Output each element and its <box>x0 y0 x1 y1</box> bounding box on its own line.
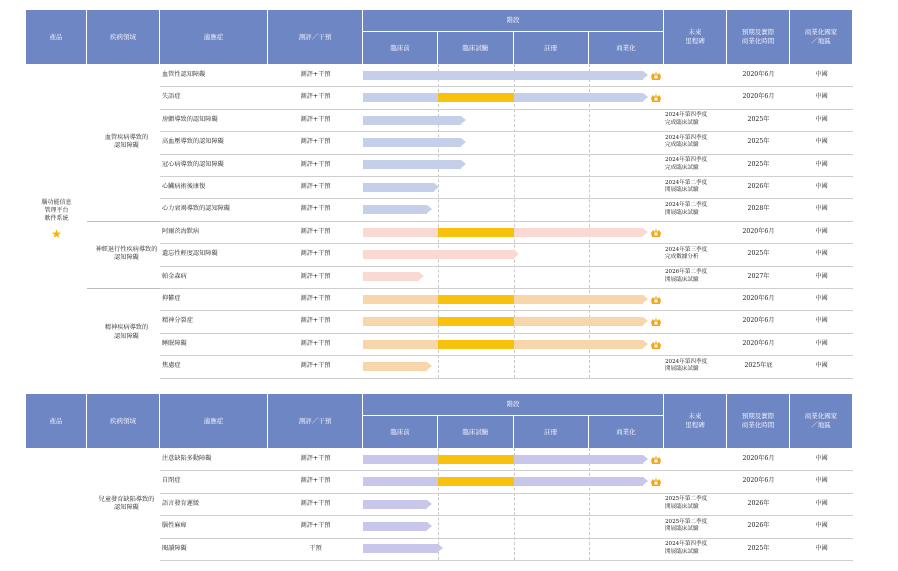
milestone-cell <box>665 470 728 492</box>
clinical-trial-fill <box>438 317 513 326</box>
header-stage-2: 註冊 <box>514 415 589 448</box>
indication-cell: 遺忘性輕度認知障礙 <box>162 250 218 258</box>
commercialized-badge-icon <box>650 70 662 81</box>
function-cell: 測評+干預 <box>300 250 331 258</box>
country-cell: 中國 <box>815 477 828 485</box>
bar-arrow <box>514 250 519 258</box>
country-cell: 中國 <box>815 544 828 552</box>
bar-arrow <box>461 138 466 146</box>
stage-divider <box>438 448 439 560</box>
header-stage-0: 臨床前 <box>363 415 438 448</box>
function-cell: 測評+干預 <box>300 522 331 530</box>
country-cell: 中國 <box>815 160 828 168</box>
bar-fill <box>363 116 461 125</box>
commercialized-badge-icon <box>650 476 662 487</box>
indication-cell: 高血壓導致的認知障礙 <box>162 138 224 146</box>
indication-cell: 心臟病術後康復 <box>162 183 206 191</box>
stage-progress-bar <box>363 228 648 237</box>
stage-progress-bar <box>363 272 424 281</box>
bar-arrow <box>461 116 466 124</box>
bar-fill <box>363 205 427 214</box>
indication-cell: 抑鬱症 <box>162 295 181 303</box>
indication-cell: 帕金森病 <box>162 272 187 280</box>
function-cell: 測評+干預 <box>300 205 331 213</box>
commercial-time-cell: 2025年底 <box>744 362 773 370</box>
function-cell: 測評+干預 <box>300 455 331 463</box>
product-label: 腦功能信息 管理平台 軟件系統 <box>41 199 72 223</box>
function-cell: 測評+干預 <box>300 362 331 370</box>
milestone-cell: 2024年第四季度 開展臨床試驗 <box>665 541 708 555</box>
indication-cell: 阿爾茨海默病 <box>162 227 200 235</box>
stage-progress-bar <box>363 544 443 553</box>
function-cell: 測評+干預 <box>300 317 331 325</box>
bar-arrow <box>643 455 648 463</box>
clinical-trial-fill <box>438 295 513 304</box>
function-cell: 測評+干預 <box>300 272 331 280</box>
stage-progress-bar <box>363 455 648 464</box>
bar-arrow <box>643 228 648 236</box>
commercial-time-cell: 2025年 <box>747 115 770 123</box>
bar-fill <box>363 500 427 509</box>
commercial-time-cell: 2020年6月 <box>742 339 775 347</box>
header-function: 測評／干預 <box>268 10 363 64</box>
country-cell: 中國 <box>815 317 828 325</box>
table-bottom-rule <box>160 560 853 561</box>
stage-progress-bar <box>363 93 648 102</box>
header-stage-0: 臨床前 <box>363 31 438 64</box>
commercialized-badge-icon <box>650 294 662 305</box>
function-cell: 測評+干預 <box>300 138 331 146</box>
stage-progress-bar <box>363 160 466 169</box>
country-cell: 中國 <box>815 71 828 79</box>
stage-progress-bar <box>363 295 648 304</box>
function-cell: 測評+干預 <box>300 160 331 168</box>
milestone-cell <box>665 64 728 86</box>
country-cell: 中國 <box>815 93 828 101</box>
stage-progress-bar <box>363 250 519 259</box>
bar-arrow <box>438 544 443 552</box>
header-commercial-time: 預期及實際 商業化時間 <box>727 10 790 64</box>
stage-progress-bar <box>363 71 648 80</box>
function-cell: 測評+干預 <box>300 499 331 507</box>
clinical-trial-fill <box>438 477 513 486</box>
commercial-time-cell: 2026年 <box>747 183 770 191</box>
bar-arrow <box>643 295 648 303</box>
milestone-cell: 2024年第二季度 開展臨床試驗 <box>665 202 708 216</box>
country-cell: 中國 <box>815 250 828 258</box>
bar-fill <box>363 544 438 553</box>
bar-arrow <box>643 477 648 485</box>
indication-cell: 精神分裂症 <box>162 317 193 325</box>
milestone-cell <box>665 448 728 470</box>
header-stage-1: 臨床試驗 <box>438 415 513 448</box>
header-stage: 階段 <box>363 10 664 31</box>
clinical-trial-fill <box>438 228 513 237</box>
country-cell: 中國 <box>815 272 828 280</box>
commercial-time-cell: 2020年6月 <box>742 295 775 303</box>
indication-cell: 冠心病導致的認知障礙 <box>162 160 224 168</box>
function-cell: 測評+干預 <box>300 71 331 79</box>
country-cell: 中國 <box>815 295 828 303</box>
disease-area-group: 血管疾病導致的 認知障礙 <box>104 134 149 150</box>
country-cell: 中國 <box>815 362 828 370</box>
country-cell: 中國 <box>815 339 828 347</box>
function-cell: 干預 <box>309 544 322 552</box>
function-cell: 測評+干預 <box>300 115 331 123</box>
country-cell: 中國 <box>815 499 828 507</box>
country-cell: 中國 <box>815 183 828 191</box>
bar-arrow <box>427 205 432 213</box>
bar-arrow <box>427 362 432 370</box>
commercialized-badge-icon <box>650 92 662 103</box>
header-stage-3: 商業化 <box>589 415 664 448</box>
disease-area-group: 兒童發育缺陷導致的 認知障礙 <box>98 495 155 511</box>
header-commercial-time: 預期及實際 商業化時間 <box>727 394 790 448</box>
bar-fill <box>363 183 434 192</box>
function-cell: 測評+干預 <box>300 227 331 235</box>
commercial-time-cell: 2027年 <box>747 272 770 280</box>
header-product: 產品 <box>26 394 87 448</box>
milestone-cell: 2024年第四季度 完成臨床試驗 <box>665 157 708 171</box>
bar-fill <box>363 71 643 80</box>
header-country: 商業化國家 ／地區 <box>790 394 853 448</box>
stage-progress-bar <box>363 477 648 486</box>
stage-divider <box>514 448 515 560</box>
bar-arrow <box>643 93 648 101</box>
indication-cell: 房顫導致的認知障礙 <box>162 115 218 123</box>
country-cell: 中國 <box>815 115 828 123</box>
disease-area-group: 神經退行性疾病導致的 認知障礙 <box>95 246 158 262</box>
clinical-trial-fill <box>438 340 513 349</box>
function-cell: 測評+干預 <box>300 93 331 101</box>
commercial-time-cell: 2025年 <box>747 250 770 258</box>
commercial-time-cell: 2020年6月 <box>742 317 775 325</box>
indication-cell: 焦慮症 <box>162 362 181 370</box>
header-stage-1: 臨床試驗 <box>438 31 513 64</box>
indication-cell: 注意缺陷多動障礙 <box>162 455 212 463</box>
commercialized-badge-icon <box>650 339 662 350</box>
milestone-cell: 2024年第三季度 完成數據分析 <box>665 246 708 261</box>
stage-progress-bar <box>363 340 648 349</box>
commercial-time-cell: 2020年6月 <box>742 93 775 101</box>
bar-fill <box>363 138 461 147</box>
milestone-cell: 2024年第二季度 開展臨床試驗 <box>665 179 708 194</box>
bar-arrow <box>419 272 424 280</box>
indication-cell: 睡眠障礙 <box>162 339 187 347</box>
header-disease-area: 疾病領域 <box>87 10 160 64</box>
indication-cell: 語言發育遲緩 <box>162 499 200 507</box>
commercial-time-cell: 2020年6月 <box>742 227 775 235</box>
bar-arrow <box>434 183 439 191</box>
commercial-time-cell: 2026年 <box>747 522 770 530</box>
commercialized-badge-icon <box>650 227 662 238</box>
stage-progress-bar <box>363 522 432 531</box>
milestone-cell: 2024年第四季度 完成臨床試驗 <box>665 134 708 149</box>
indication-cell: 自閉症 <box>162 477 181 485</box>
bar-arrow <box>643 317 648 325</box>
product-name <box>26 64 87 378</box>
clinical-trial-fill <box>438 93 513 102</box>
indication-cell: 閱讀障礙 <box>162 544 187 552</box>
function-cell: 測評+干預 <box>300 295 331 303</box>
commercial-time-cell: 2020年6月 <box>742 455 775 463</box>
stage-progress-bar <box>363 116 466 125</box>
bar-fill <box>363 272 419 281</box>
milestone-cell: 2025年第二季度 開展臨床試驗 <box>665 518 708 533</box>
commercial-time-cell: 2025年 <box>747 138 770 146</box>
commercial-time-cell: 2026年 <box>747 499 770 507</box>
star-icon: ★ <box>51 227 62 242</box>
commercialized-badge-icon <box>650 454 662 465</box>
milestone-cell <box>665 288 728 310</box>
bar-fill <box>363 250 514 259</box>
commercial-time-cell: 2028年 <box>747 205 770 213</box>
milestone-cell <box>665 333 728 355</box>
disease-area-group: 精神疾病導致的 認知障礙 <box>104 324 149 340</box>
function-cell: 測評+干預 <box>300 339 331 347</box>
milestone-cell: 2025年第二季度 開展臨床試驗 <box>665 496 708 510</box>
header-stage-2: 註冊 <box>514 31 589 64</box>
header-product: 產品 <box>26 10 87 64</box>
header-indication: 適應症 <box>160 10 268 64</box>
stage-progress-bar <box>363 205 432 214</box>
clinical-trial-fill <box>438 455 513 464</box>
stage-progress-bar <box>363 317 648 326</box>
stage-divider <box>589 448 590 560</box>
milestone-cell <box>665 310 728 332</box>
bar-arrow <box>427 500 432 508</box>
indication-cell: 腦性麻痺 <box>162 522 187 530</box>
table-bottom-rule <box>160 378 853 379</box>
bar-arrow <box>461 160 466 168</box>
commercialized-badge-icon <box>650 316 662 327</box>
stage-progress-bar <box>363 500 432 509</box>
header-stage: 階段 <box>363 394 664 415</box>
function-cell: 測評+干預 <box>300 183 331 191</box>
milestone-cell: 2024年第四季度 完成臨床試驗 <box>665 112 708 126</box>
indication-cell: 心力衰竭導致的認知障礙 <box>162 205 231 213</box>
header-function: 測評／干預 <box>268 394 363 448</box>
commercial-time-cell: 2020年6月 <box>742 71 775 79</box>
milestone-cell <box>665 86 728 108</box>
bar-fill <box>363 160 461 169</box>
milestone-cell: 2026年第二季度 開展臨床試驗 <box>665 269 708 283</box>
commercial-time-cell: 2020年6月 <box>742 477 775 485</box>
header-disease-area: 疾病領域 <box>87 394 160 448</box>
header-milestone: 未來 里程碑 <box>664 394 727 448</box>
bar-arrow <box>643 71 648 79</box>
header-indication: 適應症 <box>160 394 268 448</box>
milestone-cell <box>665 221 728 243</box>
country-cell: 中國 <box>815 205 828 213</box>
stage-progress-bar <box>363 138 466 147</box>
bar-arrow <box>427 522 432 530</box>
country-cell: 中國 <box>815 227 828 235</box>
commercial-time-cell: 2025年 <box>747 544 770 552</box>
commercial-time-cell: 2025年 <box>747 160 770 168</box>
stage-progress-bar <box>363 362 432 371</box>
country-cell: 中國 <box>815 455 828 463</box>
function-cell: 測評+干預 <box>300 477 331 485</box>
bar-fill <box>363 522 427 531</box>
country-cell: 中國 <box>815 522 828 530</box>
indication-cell: 失語症 <box>162 93 181 101</box>
header-country: 商業化國家 ／地區 <box>790 10 853 64</box>
header-milestone: 未來 里程碑 <box>664 10 727 64</box>
bar-fill <box>363 362 427 371</box>
stage-progress-bar <box>363 183 439 192</box>
indication-cell: 血管性認知障礙 <box>162 71 206 79</box>
bar-arrow <box>643 340 648 348</box>
milestone-cell: 2024年第四季度 開展臨床試驗 <box>665 358 708 373</box>
country-cell: 中國 <box>815 138 828 146</box>
header-stage-3: 商業化 <box>589 31 664 64</box>
